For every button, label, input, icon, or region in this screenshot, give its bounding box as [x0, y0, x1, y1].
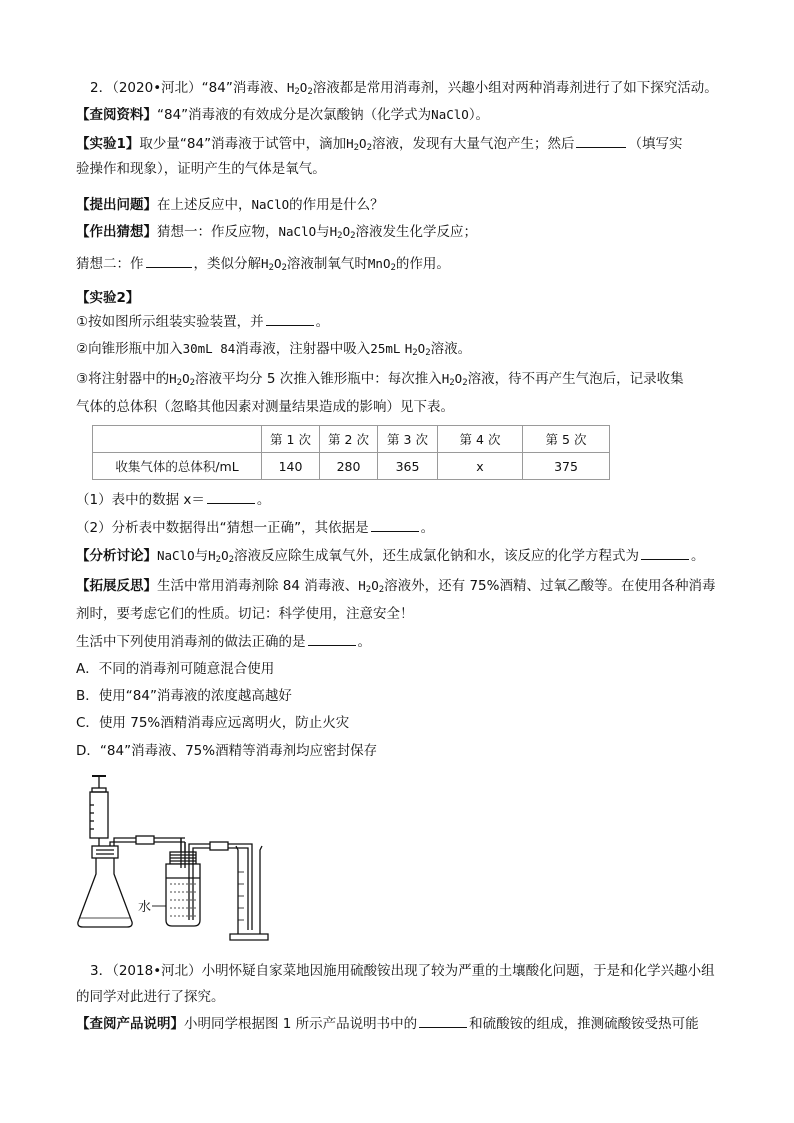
answer-blank[interactable] — [419, 1014, 467, 1028]
q3-line-2: 的同学对此进行了探究。 — [76, 989, 225, 1005]
q2-line-9: ①按如图所示组装实验装置，并 。 — [76, 314, 330, 330]
q3-line-1: 3．（2018•河北）小明怀疑自家菜地因施用硫酸铵出现了较为严重的土壤酸化问题，于是和化学兴趣小组 — [90, 963, 715, 979]
question-number: 3． — [90, 963, 113, 979]
section-tag: 【分析讨论】 — [76, 548, 157, 564]
q2-line-1: 2．（2020•河北）“84”消毒液、$H_2O_2$溶液都是常用消毒剂，兴趣小组对两种消毒剂进行了如下探究活动。 — [90, 80, 718, 97]
section-tag: 【实验1】 — [76, 136, 140, 152]
q2-line-6: 【作出猜想】猜想一：作反应物，NaClO与$H_2O_2$溶液发生化学反应； — [76, 224, 478, 241]
q2-line-3: 【实验1】取少量“84”消毒液于试管中，滴加$H_2O_2$溶液，发现有大量气泡产生；然后 （填写实 — [76, 136, 683, 153]
section-tag: 【作出猜想】 — [76, 224, 157, 240]
table-cell: x — [438, 453, 523, 480]
section-tag: 【实验2】 — [76, 290, 140, 306]
section-tag: 【拓展反思】 — [76, 578, 157, 594]
option-text: 使用 75%酒精消毒应远离明火，防止火灾 — [98, 715, 350, 731]
option-label: C． — [76, 715, 99, 731]
option-text: 不同的消毒剂可随意混合使用 — [98, 661, 275, 677]
option-label: B． — [76, 688, 99, 704]
table-header-cell: 第 3 次 — [378, 426, 438, 453]
section-tag: 【查阅产品说明】 — [76, 1016, 184, 1032]
h2o2-formula: $H_2O_2$ — [286, 80, 313, 97]
q3-line-3: 【查阅产品说明】小明同学根据图 1 所示产品说明书中的 和硫酸铵的组成，推测硫酸铵受热可能 — [76, 1016, 699, 1032]
option-label: A． — [76, 661, 99, 677]
table-header-cell: 第 2 次 — [320, 426, 378, 453]
table-row-label: 收集气体的总体积/mL — [93, 453, 262, 480]
table-header-cell: 第 1 次 — [262, 426, 320, 453]
q2-line-15: 【分析讨论】NaClO与$H_2O_2$溶液反应除生成氧气外，还生成氯化钠和水，该反应的化学方程式为 。 — [76, 548, 705, 565]
gas-washing-bottle — [166, 838, 200, 926]
q2-line-5: 【提出问题】在上述反应中，NaClO的作用是什么？ — [76, 197, 384, 213]
table-header-cell: 第 4 次 — [438, 426, 523, 453]
section-tag: 【查阅资料】 — [76, 107, 157, 123]
question-source: （2020•河北） — [112, 80, 202, 96]
q2-line-17: 剂时，要考虑它们的性质。切记：科学使用，注意安全！ — [76, 606, 414, 622]
question-number: 2． — [90, 80, 113, 96]
q2-line-13: （1）表中的数据 x＝ 。 — [76, 492, 271, 508]
option-text: 使用“84”消毒液的浓度越高越好 — [98, 688, 292, 704]
option-label: D． — [76, 743, 100, 759]
q2-line-11: ③将注射器中的$H_2O_2$溶液平均分 5 次推入锥形瓶中：每次推入$H_2O_2$溶液，待不再产生气泡后，记录收集 — [76, 371, 684, 388]
table-header-cell: 第 5 次 — [523, 426, 610, 453]
water-label: 水 — [138, 899, 152, 914]
q2-line-7: 猜想二：作 ，类似分解$H_2O_2$溶液制氧气时MnO$_2$的作用。 — [76, 256, 450, 273]
table-cell: 375 — [523, 453, 610, 480]
conical-flask — [78, 846, 132, 927]
section-tag: 【提出问题】 — [76, 197, 157, 213]
q2-line-4: 验操作和现象），证明产生的气体是氧气。 — [76, 161, 326, 177]
question-source: （2018•河北） — [112, 963, 202, 979]
syringe — [90, 776, 108, 848]
table-cell: 280 — [320, 453, 378, 480]
table-cell: 140 — [262, 453, 320, 480]
q2-line-10: ②向锥形瓶中加入30mL 84消毒液，注射器中吸入25mL $H_2O_2$溶液。 — [76, 341, 472, 358]
q2-line-16: 【拓展反思】生活中常用消毒剂除 84 消毒液、$H_2O_2$溶液外，还有 75%酒精、过氧乙酸等。在使用各种消毒 — [76, 578, 716, 595]
table-cell: 365 — [378, 453, 438, 480]
q2-line-12: 气体的总体积（忽略其他因素对测量结果造成的影响）见下表。 — [76, 399, 454, 415]
graduated-cylinder — [230, 846, 268, 940]
q2-line-18: 生活中下列使用消毒剂的做法正确的是 。 — [76, 634, 371, 650]
q2-line-14: （2）分析表中数据得出“猜想一正确”，其依据是 。 — [76, 520, 435, 536]
q2-line-2: 【查阅资料】“84”消毒液的有效成分是次氯酸钠（化学式为NaClO）。 — [76, 107, 490, 123]
option-text: “84”消毒液、75%酒精等消毒剂均应密封保存 — [99, 743, 378, 759]
